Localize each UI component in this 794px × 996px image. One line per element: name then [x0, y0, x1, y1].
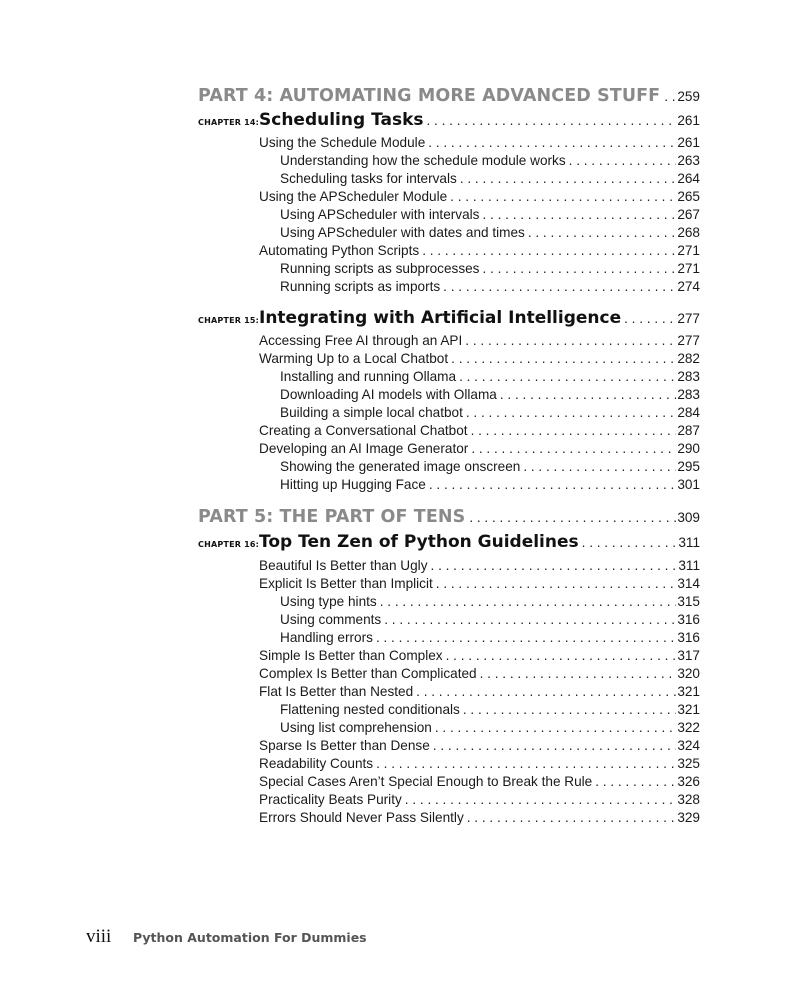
toc-subentry	[280, 368, 700, 386]
entry-title: Using comments	[280, 612, 382, 627]
page-number: 328	[677, 792, 700, 807]
entry-title: Building a simple local chatbot	[280, 405, 463, 420]
toc-subentry	[280, 719, 700, 737]
chapter-title: Top Ten Zen of Python Guidelines	[259, 532, 579, 552]
entry-title: Accessing Free AI through an API	[259, 333, 463, 348]
dot-leader	[463, 701, 676, 719]
dot-leader	[480, 665, 677, 683]
page-number: 311	[678, 558, 700, 573]
toc-subentry	[280, 611, 700, 629]
dot-leader	[582, 535, 678, 550]
entry-title: Scheduling tasks for intervals	[280, 171, 457, 186]
entry-title: Running scripts as imports	[280, 279, 441, 294]
page-number: 326	[677, 774, 700, 789]
entry-title: Beautiful Is Better than Ugly	[259, 558, 428, 573]
dot-leader	[446, 647, 677, 665]
page-number: 295	[677, 459, 700, 474]
dot-leader	[471, 440, 676, 458]
page-number: 271	[677, 243, 700, 258]
dot-leader	[460, 170, 677, 188]
entry-title: Practicality Beats Purity	[259, 792, 402, 807]
toc-entry	[259, 809, 700, 827]
entry-title: Special Cases Aren’t Special Enough to Break the Rule	[259, 774, 593, 789]
dot-leader	[465, 332, 676, 350]
toc-entry	[259, 188, 700, 206]
dot-leader	[384, 611, 676, 629]
page-number: 315	[677, 594, 700, 609]
chapter-label: CHAPTER 15:	[198, 316, 260, 325]
page-number: 267	[677, 207, 700, 222]
entry-title: Hitting up Hugging Face	[280, 477, 426, 492]
dot-leader	[569, 152, 677, 170]
entry-title: Handling errors	[280, 630, 373, 645]
page-number: 282	[677, 351, 700, 366]
entry-title: Warming Up to a Local Chatbot	[259, 351, 449, 366]
page-number: 263	[677, 153, 700, 168]
page-number: 277	[677, 333, 700, 348]
toc-entry	[259, 755, 700, 773]
toc-entry	[259, 440, 700, 458]
page-number: 261	[677, 135, 700, 150]
page-number: 277	[677, 311, 700, 326]
entry-title: Downloading AI models with Ollama	[280, 387, 497, 402]
toc-subentry	[280, 404, 700, 422]
page-number: 309	[677, 510, 700, 525]
dot-leader	[459, 368, 676, 386]
dot-leader	[450, 188, 676, 206]
entry-title: Installing and running Ollama	[280, 369, 457, 384]
entry-title: Running scripts as subprocesses	[280, 261, 480, 276]
toc-subentry	[280, 386, 700, 404]
toc-entry	[259, 332, 700, 350]
page-footer	[86, 926, 367, 948]
entry-title: Showing the generated image onscreen	[280, 459, 521, 474]
page-number: 283	[677, 369, 700, 384]
dot-leader	[428, 134, 676, 152]
page-number: 311	[678, 535, 700, 550]
entry-title: Using type hints	[280, 594, 377, 609]
entry-title: Creating a Conversational Chatbot	[259, 423, 468, 438]
dot-leader	[595, 773, 676, 791]
chapter-label: CHAPTER 14:	[198, 118, 260, 127]
toc-subentry	[280, 701, 700, 719]
entry-title: Understanding how the schedule module works	[280, 153, 566, 168]
page-number: 261	[677, 113, 700, 128]
entry-title: Errors Should Never Pass Silently	[259, 810, 464, 825]
dot-leader	[416, 683, 676, 701]
dot-leader	[427, 113, 677, 128]
page-number: 265	[677, 189, 700, 204]
dot-leader	[664, 89, 676, 104]
dot-leader	[376, 755, 676, 773]
chapter-title: Scheduling Tasks	[259, 110, 424, 130]
toc-subentry	[280, 476, 700, 494]
toc-subentry	[280, 224, 700, 242]
dot-leader	[482, 260, 676, 278]
page-number: 324	[677, 738, 700, 753]
part-heading	[198, 507, 700, 531]
toc-entry	[259, 557, 700, 575]
page-number: 325	[677, 756, 700, 771]
dot-leader	[443, 278, 676, 296]
part-title: PART 5: THE PART OF TENS	[198, 507, 466, 527]
toc-subentry	[280, 593, 700, 611]
dot-leader	[528, 224, 676, 242]
chapter-label: CHAPTER 16:	[198, 540, 260, 549]
chapter-heading	[198, 110, 700, 134]
dot-leader	[436, 575, 677, 593]
entry-title: Using APScheduler with dates and times	[280, 225, 525, 240]
toc-entry	[259, 575, 700, 593]
toc-subentry	[280, 629, 700, 647]
entry-title: Readability Counts	[259, 756, 374, 771]
page-number: 316	[677, 612, 700, 627]
toc-entry	[259, 647, 700, 665]
entry-title: Complex Is Better than Complicated	[259, 666, 477, 681]
page-folio: viii	[86, 926, 112, 947]
toc-subentry	[280, 458, 700, 476]
toc-subentry	[280, 170, 700, 188]
page-number: 268	[677, 225, 700, 240]
entry-title: Using APScheduler with intervals	[280, 207, 480, 222]
toc-subentry	[280, 206, 700, 224]
dot-leader	[433, 737, 677, 755]
dot-leader	[624, 311, 676, 326]
page-number: 314	[677, 576, 700, 591]
dot-leader	[429, 476, 676, 494]
page-number: 329	[677, 810, 700, 825]
toc-entry	[259, 350, 700, 368]
entry-title: Using the Schedule Module	[259, 135, 426, 150]
dot-leader	[471, 422, 677, 440]
entry-title: Developing an AI Image Generator	[259, 441, 469, 456]
page-number: 259	[677, 89, 700, 104]
dot-leader	[482, 206, 676, 224]
dot-leader	[435, 719, 676, 737]
dot-leader	[405, 791, 677, 809]
entry-title: Flattening nested conditionals	[280, 702, 460, 717]
part-heading	[198, 86, 700, 110]
page-number: 290	[677, 441, 700, 456]
entry-title: Automating Python Scripts	[259, 243, 420, 258]
entry-title: Explicit Is Better than Implicit	[259, 576, 433, 591]
entry-title: Simple Is Better than Complex	[259, 648, 443, 663]
dot-leader	[451, 350, 676, 368]
page-number: 321	[677, 702, 700, 717]
page-number: 316	[677, 630, 700, 645]
page-number: 321	[677, 684, 700, 699]
toc-entry	[259, 134, 700, 152]
toc-entry	[259, 791, 700, 809]
running-footer-title: Python Automation For Dummies	[133, 930, 367, 945]
toc-entry	[259, 737, 700, 755]
dot-leader	[380, 593, 677, 611]
page-number: 284	[677, 405, 700, 420]
entry-title: Flat Is Better than Nested	[259, 684, 414, 699]
entry-title: Using list comprehension	[280, 720, 432, 735]
chapter-heading	[198, 532, 700, 556]
page-number: 317	[677, 648, 700, 663]
toc-subentry	[280, 278, 700, 296]
toc-entry	[259, 665, 700, 683]
dot-leader	[422, 242, 676, 260]
page-number: 264	[677, 171, 700, 186]
page-number: 274	[677, 279, 700, 294]
toc-subentry	[280, 152, 700, 170]
dot-leader	[376, 629, 676, 647]
entry-title: Using the APScheduler Module	[259, 189, 448, 204]
dot-leader	[469, 510, 676, 525]
page-number: 320	[677, 666, 700, 681]
toc-entry	[259, 773, 700, 791]
toc-entry	[259, 422, 700, 440]
page-number: 271	[677, 261, 700, 276]
dot-leader	[467, 809, 677, 827]
toc-entry	[259, 683, 700, 701]
chapter-title: Integrating with Artificial Intelligence	[259, 308, 622, 328]
entry-title: Sparse Is Better than Dense	[259, 738, 430, 753]
page-number: 287	[677, 423, 700, 438]
page-number: 301	[677, 477, 700, 492]
toc-subentry	[280, 260, 700, 278]
dot-leader	[466, 404, 676, 422]
dot-leader	[523, 458, 676, 476]
chapter-heading	[198, 308, 700, 332]
dot-leader	[431, 557, 678, 575]
toc-entry	[259, 242, 700, 260]
page-number: 322	[677, 720, 700, 735]
dot-leader	[500, 386, 676, 404]
page-number: 283	[677, 387, 700, 402]
part-title: PART 4: AUTOMATING MORE ADVANCED STUFF	[198, 86, 661, 106]
